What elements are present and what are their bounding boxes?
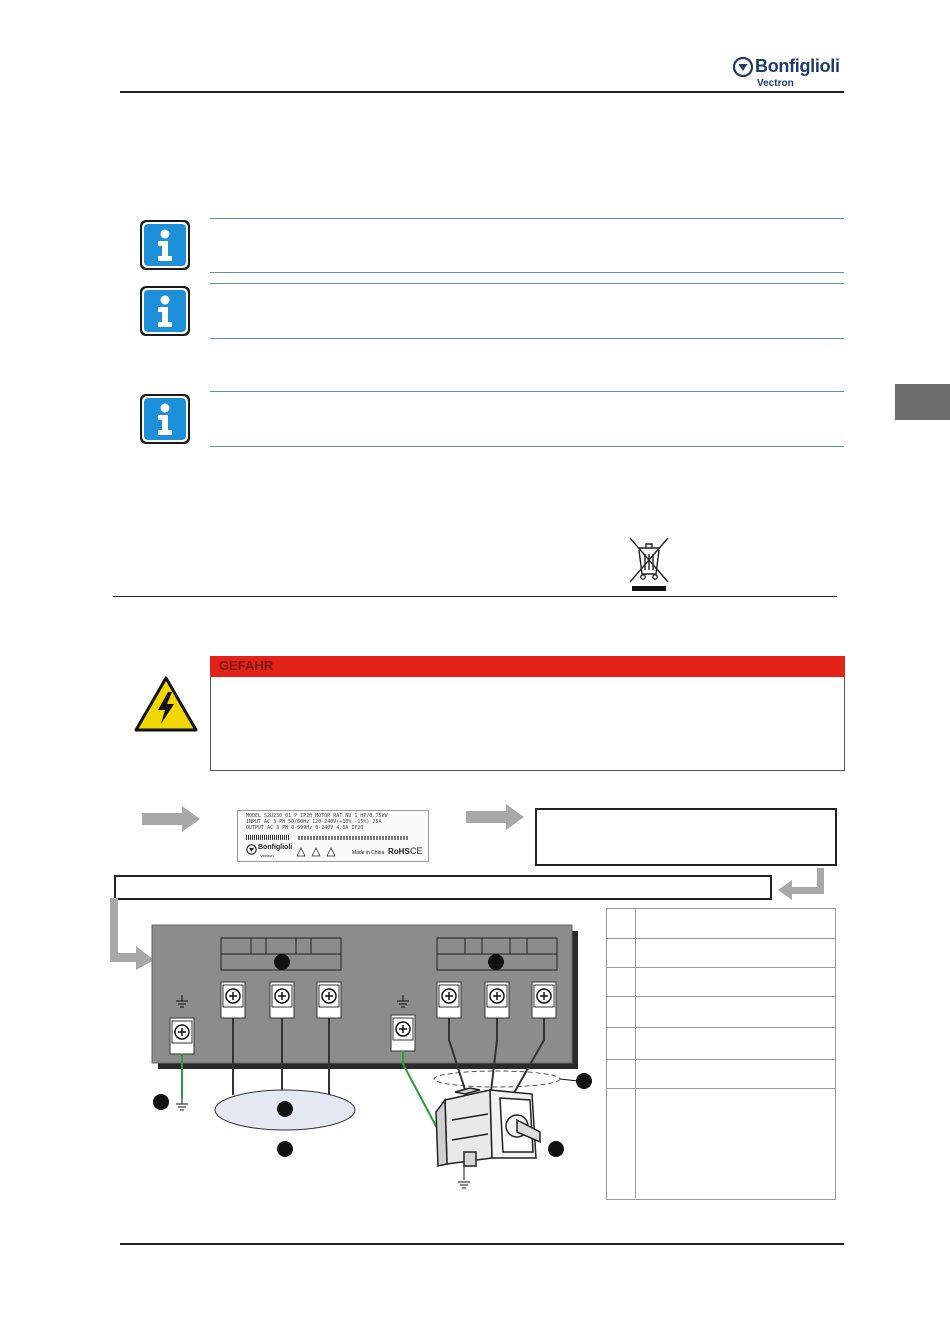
- legend-row: [607, 968, 835, 997]
- crossed-out-wheelie-bin-icon: [626, 534, 672, 592]
- terminal-block: [270, 982, 294, 1018]
- nameplate-line: OUTPUT AC 3 PH 0-599Hz 0-240V 4.5A IP20: [246, 825, 364, 831]
- nameplate-line: MODEL S2U230 01 P IP20 MOTOR RAT NU 1 HP/0.75kW: [246, 813, 388, 819]
- note-rule: [210, 218, 844, 219]
- legend-row: [607, 1089, 835, 1198]
- legend-number-cell: [607, 909, 636, 938]
- bonfiglioli-logo-icon: [733, 57, 753, 77]
- nameplate-brand: Bonfiglioli: [258, 844, 293, 851]
- legend-row: [607, 997, 835, 1028]
- footer-rule: [120, 1243, 844, 1245]
- info-icon: [139, 285, 191, 337]
- terminal-block: [485, 982, 509, 1018]
- ground-icon: [176, 1098, 188, 1110]
- note-rule: [210, 272, 844, 273]
- device-nameplate: [237, 810, 429, 862]
- terminal-block: [221, 982, 245, 1018]
- nameplate-brand-sub: Vectron: [260, 853, 274, 858]
- danger-label: GEFAHR: [219, 658, 274, 673]
- terminal-block: [317, 982, 341, 1018]
- connection-header-bar: [114, 875, 772, 900]
- terminal-block: [170, 1018, 194, 1054]
- terminal-block: [437, 982, 461, 1018]
- danger-header: [210, 656, 845, 677]
- legend-row: [607, 909, 835, 939]
- note-rule: [210, 283, 844, 284]
- nameplate-barcode: [246, 835, 290, 840]
- nameplate-rohs: RoHS: [388, 847, 410, 856]
- callout-leader: [560, 1079, 578, 1081]
- legend-row: [607, 1060, 835, 1089]
- ground-icon: [458, 1182, 470, 1188]
- brand-subtitle: Vectron: [757, 78, 794, 89]
- callout-marker: [576, 1073, 592, 1089]
- brand-logo: [733, 56, 848, 92]
- info-icon: [139, 219, 191, 271]
- nameplate-ce: CE: [410, 846, 423, 856]
- note-rule: [210, 446, 844, 447]
- danger-box: [210, 677, 845, 771]
- nameplate-serial: [298, 836, 408, 840]
- legend-number-cell: [607, 1089, 636, 1198]
- bonfiglioli-logo-icon: [246, 844, 257, 855]
- motor-illustration: [436, 1088, 540, 1166]
- callout-marker: [548, 1141, 564, 1157]
- legend-number-cell: [607, 1028, 636, 1059]
- legend-number-cell: [607, 997, 636, 1027]
- nameplate-line: INPUT AC 3 PH 50/60Hz 120-240V(+10% -15%) 25A: [246, 819, 382, 825]
- arrow-right-icon: [466, 804, 526, 830]
- callout-marker: [488, 954, 504, 970]
- legend-row: [607, 1028, 835, 1060]
- legend-row: [607, 939, 835, 968]
- terminal-block: [391, 1015, 415, 1051]
- callout-marker: [274, 954, 290, 970]
- callout-marker: [277, 1141, 293, 1157]
- legend-number-cell: [607, 968, 636, 996]
- wiring-diagram: [0, 920, 600, 1210]
- header-rule: [120, 91, 844, 93]
- chapter-tab: [895, 384, 950, 420]
- nameplate-made-in: Made in China: [352, 850, 385, 856]
- arrow-right-icon: [142, 806, 202, 832]
- note-rule: [210, 338, 844, 339]
- note-rule: [210, 391, 844, 392]
- brand-name: Bonfiglioli: [755, 56, 840, 76]
- info-icon: [139, 393, 191, 445]
- return-arrow-icon: [776, 868, 824, 900]
- warning-symbols-icon: [296, 847, 338, 857]
- terminal-block: [532, 982, 556, 1018]
- legend-number-cell: [607, 1060, 636, 1088]
- legend-table: [606, 908, 836, 1200]
- high-voltage-warning-icon: [134, 676, 198, 733]
- section-rule: [113, 596, 837, 597]
- legend-number-cell: [607, 939, 636, 967]
- nameplate-info-box: [535, 808, 837, 866]
- callout-marker: [277, 1101, 293, 1117]
- callout-marker: [153, 1094, 169, 1110]
- cable-shield-marker: [434, 1071, 560, 1087]
